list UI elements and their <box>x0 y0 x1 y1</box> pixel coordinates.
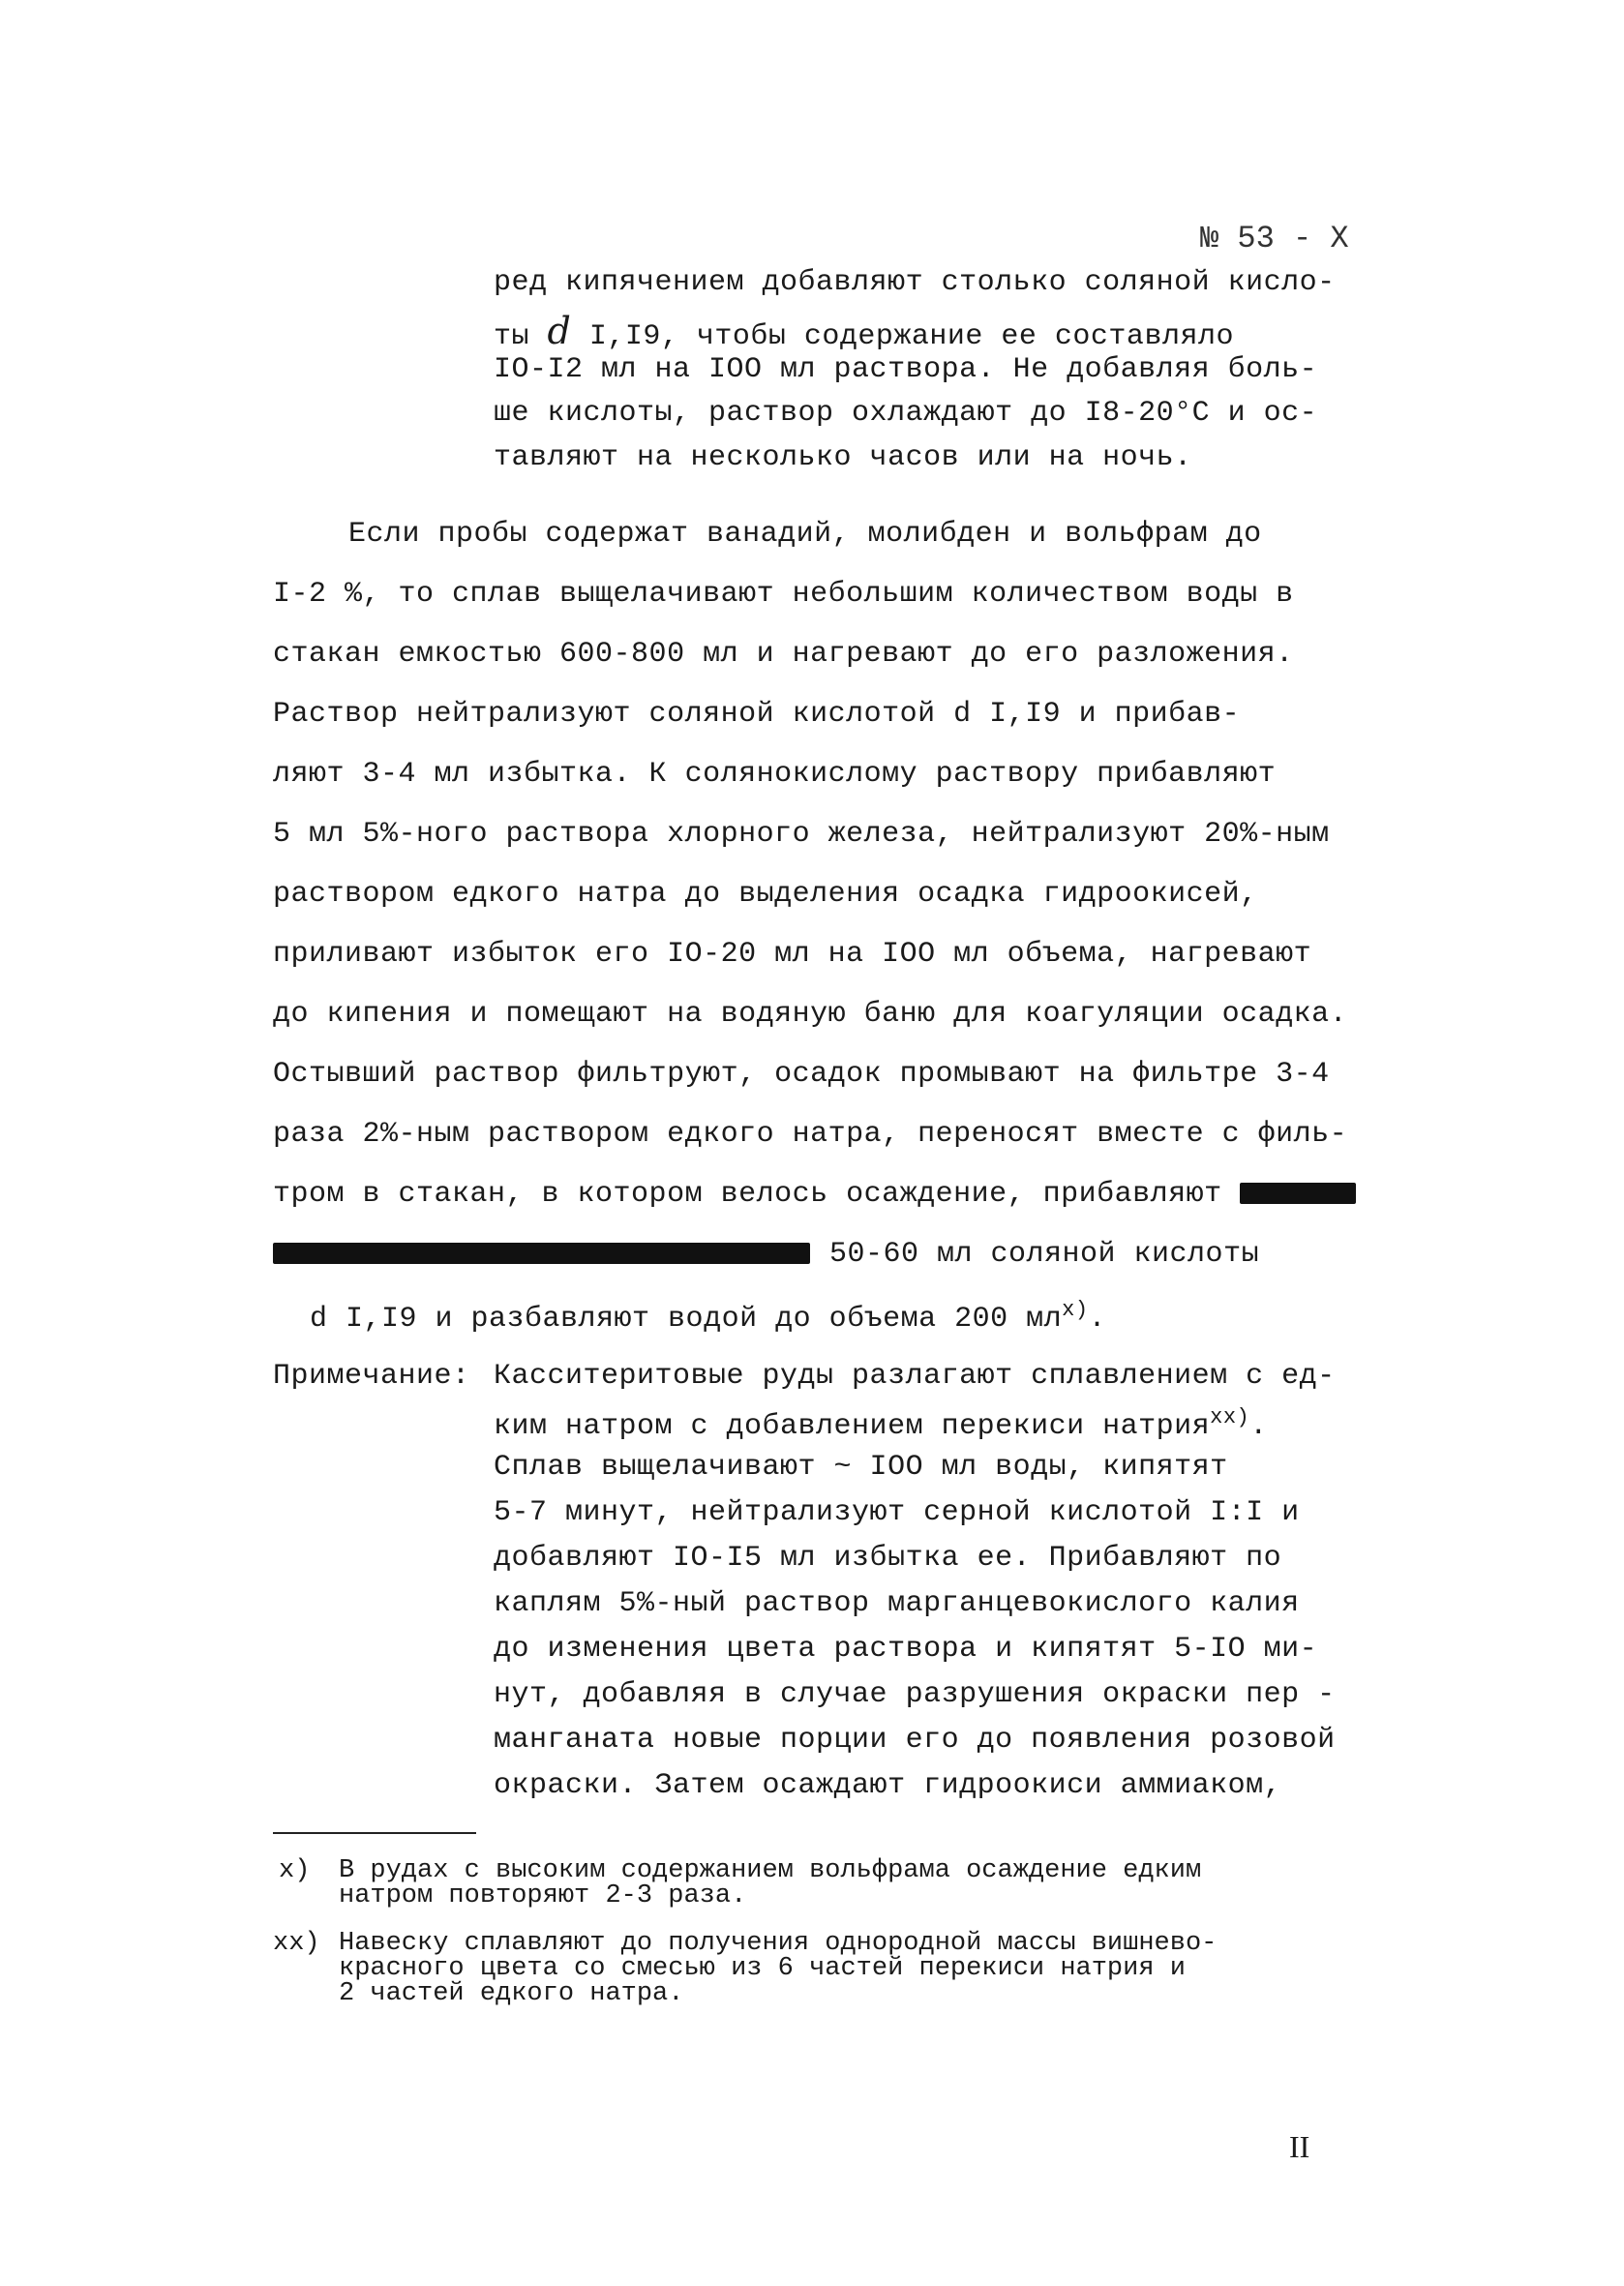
para-line-1: Если пробы содержат ванадий, молибден и вольфрам до <box>348 518 1262 551</box>
density-symbol: d <box>547 310 572 352</box>
note-line-6: каплям 5%-ный раствор марганцевокислого калия <box>494 1587 1300 1620</box>
footnote-2-line-3: 2 частей едкого натра. <box>339 1979 684 2008</box>
para-line-12-text: тром в стакан, в котором велось осаждение, прибавляют <box>273 1178 1222 1211</box>
para-line-14: d I,I9 и разбавляют водой до объема 200 $мл^{х)}$. <box>310 1298 1107 1336</box>
para-line-13 <box>273 1238 1259 1271</box>
para-line-13-text: 50-60 мл соляной кислоты <box>829 1238 1260 1271</box>
para-line-9: до кипения и помещают на водяную баню для коагуляции осадка. <box>273 998 1348 1031</box>
note-line-2: ким натром с добавлением перекиси натрия$^{хх)}$. <box>494 1405 1268 1443</box>
para-line-5: ляют 3-4 мл избытка. К солянокислому раствору прибавляют <box>273 758 1277 791</box>
footnote-2-line-2: красного цвета со смесью из 6 частей перекиси натрия и <box>339 1954 1186 1983</box>
redaction-mark-2 <box>273 1243 810 1264</box>
para-line-10: Остывший раствор фильтруют, осадок промывают на фильтре 3-4 <box>273 1058 1330 1091</box>
footnote-1-line-1: В рудах с высоким содержанием вольфрама осаждение едким <box>339 1856 1202 1885</box>
para-line-3: стакан емкостью 600-800 мл и нагревают до его разложения. <box>273 638 1294 671</box>
note-line-2-text: ким натром с добавлением перекиси натрия <box>494 1410 1211 1443</box>
top-line-2 <box>494 310 1234 353</box>
top-line-3: IO-I2 мл на IOO мл раствора. Не добавляя боль- <box>494 353 1318 386</box>
para-line-4: Раствор нейтрализуют соляной кислотой d I,I9 и прибав- <box>273 698 1241 731</box>
footnote-2-line-1: Навеску сплавляют до получения однородной массы вишнево- <box>339 1929 1218 1958</box>
para-line-2: I-2 %, то сплав выщелачивают небольшим количеством воды в <box>273 578 1294 611</box>
note-label: Примечание: <box>273 1360 470 1393</box>
note-line-7: до изменения цвета раствора и кипятят 5-IO ми- <box>494 1633 1318 1666</box>
top-line-1: ред кипячением добавляют столько соляной кисло- <box>494 266 1336 299</box>
footnote-1-marker: х) <box>279 1856 311 1885</box>
para-line-14-text: d I,I9 и разбавляют водой до объема 200 мл <box>310 1303 1063 1336</box>
page-header-mark: № 53 - Х <box>1200 221 1349 256</box>
footnote-1-line-2: натром повторяют 2-3 раза. <box>339 1881 747 1910</box>
note-line-5: добавляют IO-I5 мл избытка ее. Прибавляют по <box>494 1542 1282 1575</box>
note-line-8: нут, добавляя в случае разрушения окраски пер - <box>494 1678 1336 1711</box>
para-line-8: приливают избыток его IO-20 мл на IOO мл объема, нагревают <box>273 938 1312 971</box>
para-line-6: 5 мл 5%-ного раствора хлорного железа, нейтрализуют 20%-ным <box>273 818 1330 851</box>
note-line-10: окраски. Затем осаждают гидроокиси аммиаком, <box>494 1769 1282 1802</box>
para-line-12 <box>273 1178 1356 1211</box>
top-line-5: тавляют на несколько часов или на ночь. <box>494 441 1192 474</box>
top-line-4: ше кислоты, раствор охлаждают до I8-20°С и ос- <box>494 397 1318 430</box>
footnote-ref-x: х) <box>1062 1298 1089 1322</box>
para-line-11: раза 2%-ным раствором едкого натра, переносят вместе с филь- <box>273 1118 1348 1151</box>
top-line-2-b: I,I9, чтобы содержание ее составляло <box>571 320 1234 353</box>
redaction-mark-1 <box>1240 1183 1356 1204</box>
note-line-3: Сплав выщелачивают ~ IOO мл воды, кипятят <box>494 1451 1228 1484</box>
footnote-divider <box>273 1832 476 1834</box>
note-line-4: 5-7 минут, нейтрализуют серной кислотой I:I и <box>494 1496 1300 1529</box>
footnote-2-marker: хх) <box>273 1929 320 1958</box>
page-number: II <box>1289 2129 1310 2164</box>
note-line-9: манганата новые порции его до появления розовой <box>494 1724 1336 1757</box>
top-line-2-a: ты <box>494 320 548 353</box>
note-line-1: Касситеритовые руды разлагают сплавлением с ед- <box>494 1360 1336 1393</box>
footnote-ref-xx: хх) <box>1210 1405 1250 1429</box>
para-line-7: раствором едкого натра до выделения осадка гидроокисей, <box>273 878 1258 911</box>
